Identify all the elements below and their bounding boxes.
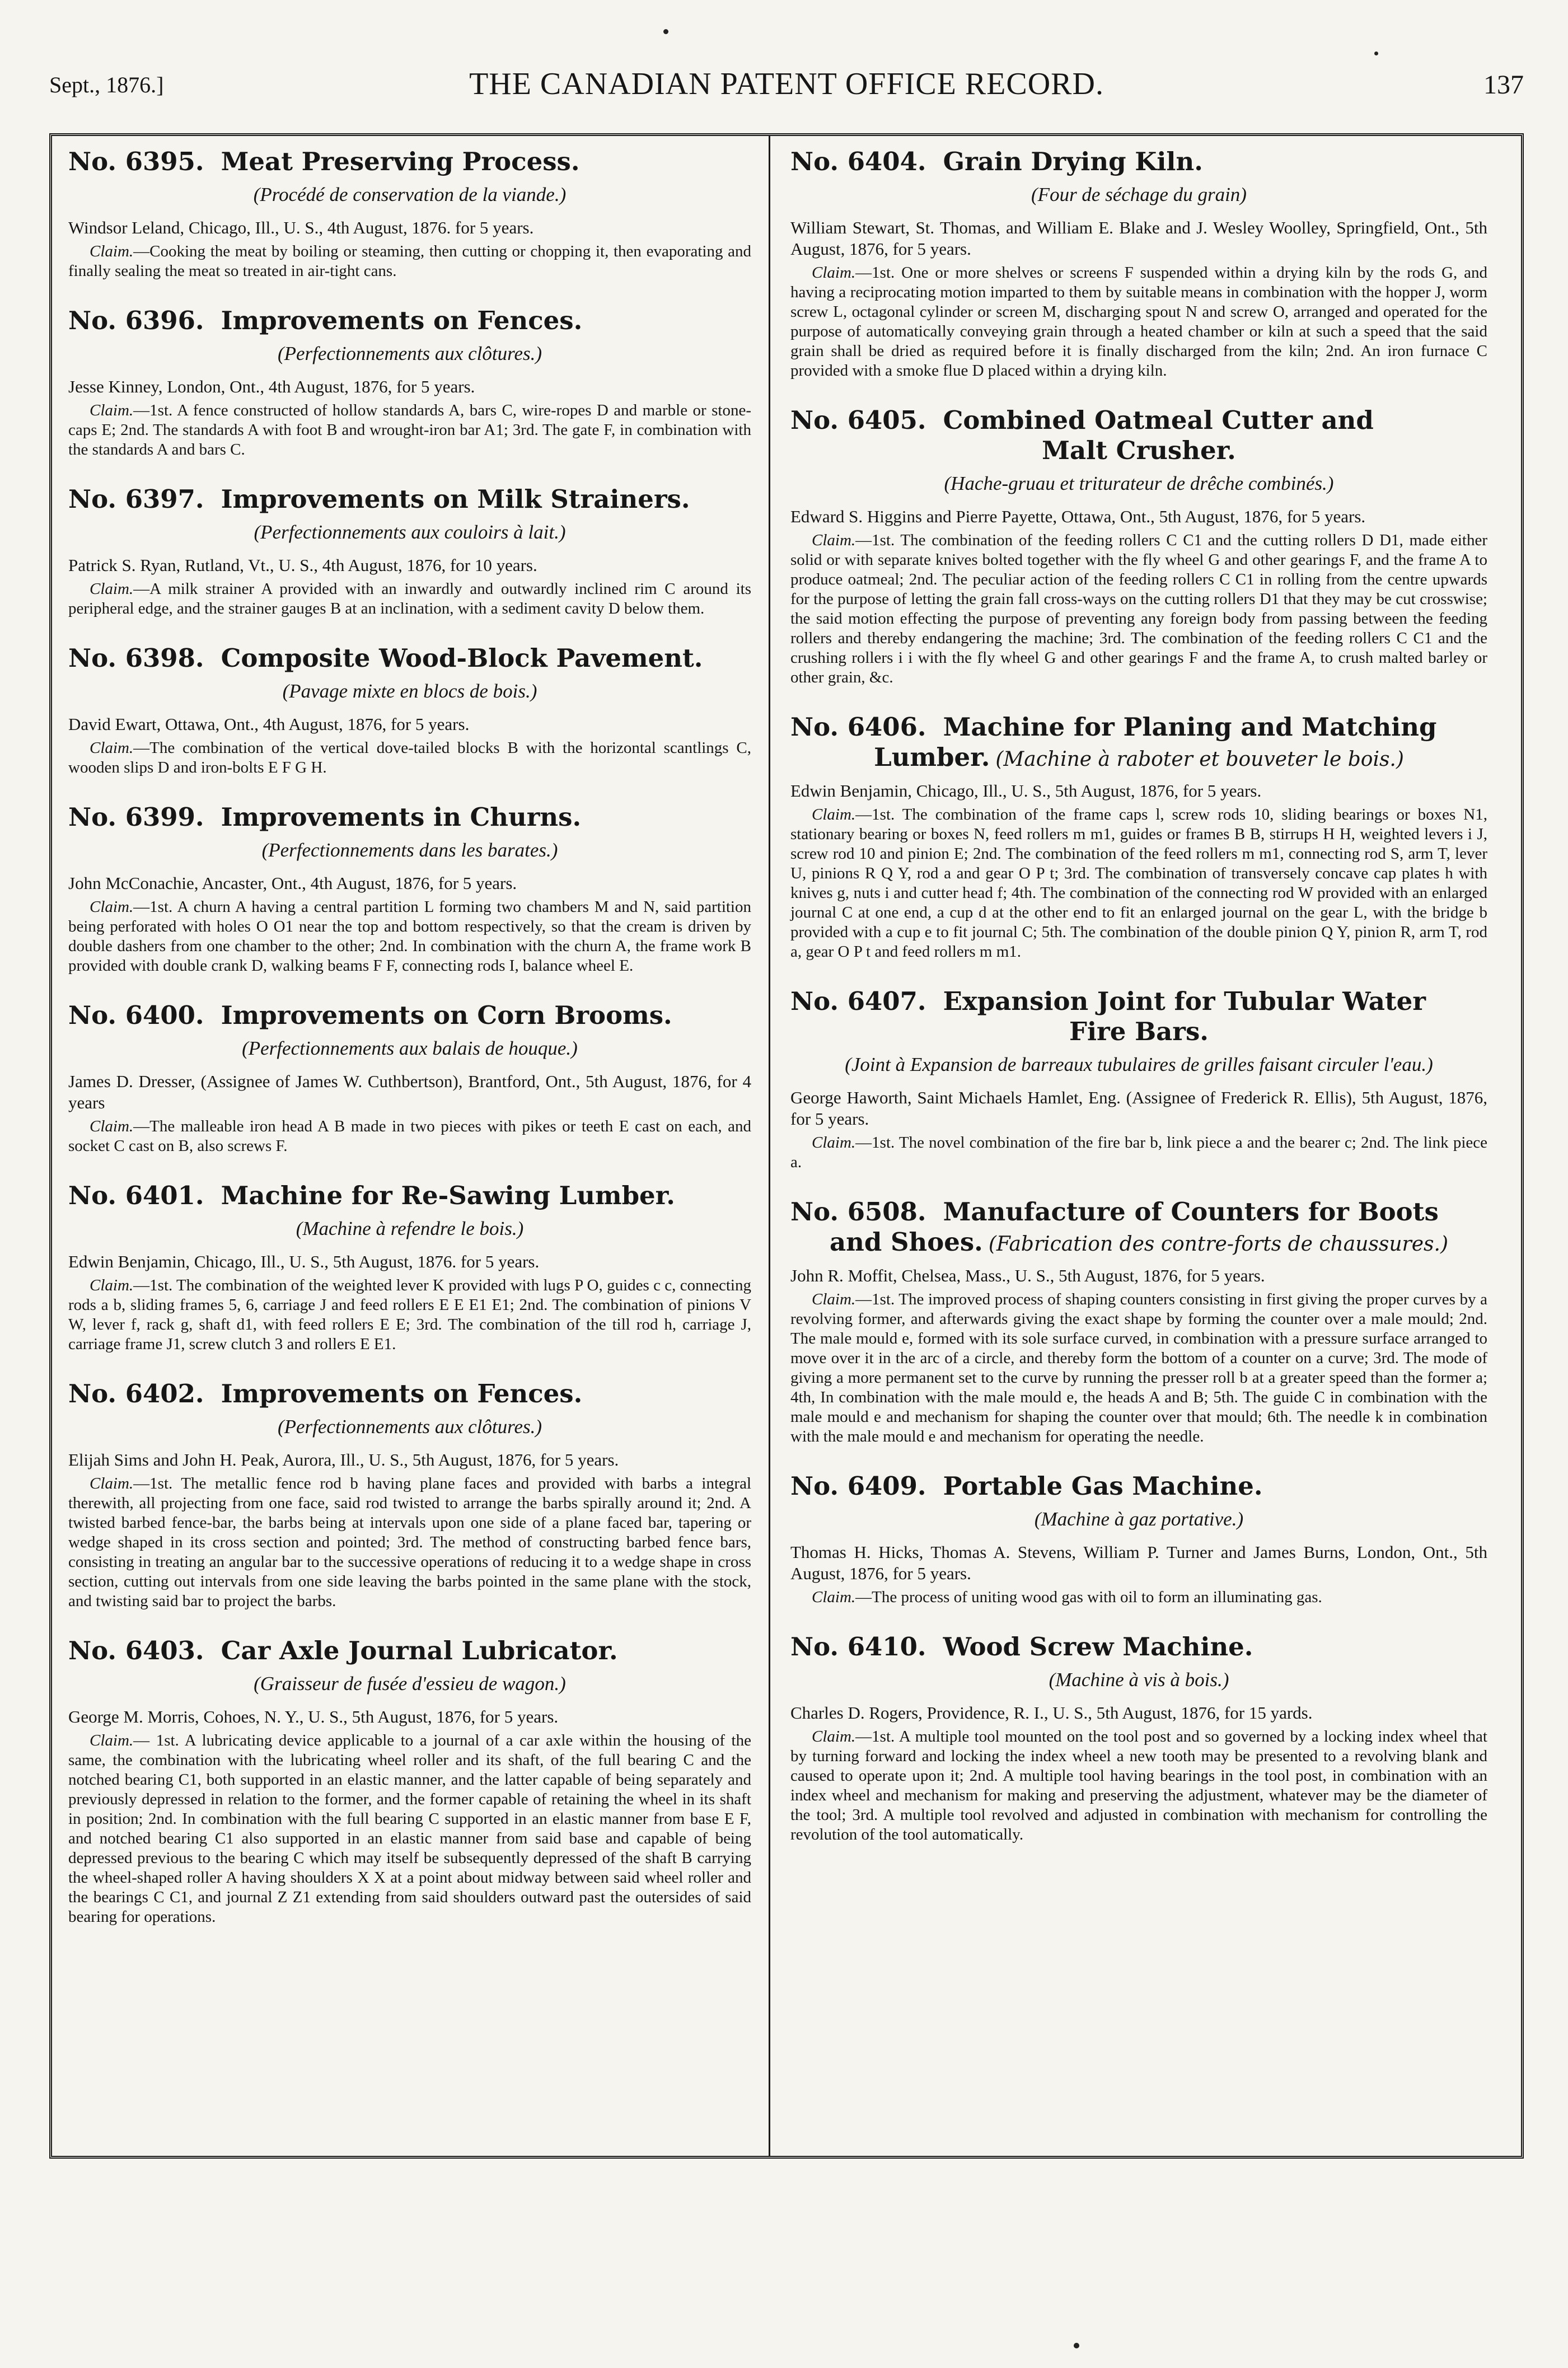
issue-date: Sept., 1876.] xyxy=(49,72,164,97)
patent-heading xyxy=(68,643,751,673)
inventor-line: Edward S. Higgins and Pierre Payette, Ottawa, Ont., 5th August, 1876, for 5 years. xyxy=(790,507,1366,526)
french-title: (Machine à vis à bois.) xyxy=(1049,1669,1229,1691)
print-speck xyxy=(1074,2343,1079,2348)
inventor-line: John McConachie, Ancaster, Ont., 4th August, 1876, for 5 years. xyxy=(68,873,517,893)
patent-title: Portable Gas Machine. xyxy=(943,1471,1263,1501)
left-column xyxy=(68,147,751,1952)
french-title: (Procédé de conservation de la viande.) xyxy=(253,184,567,205)
claim-body: —The process of uniting wood gas with oil to form an illuminating gas. xyxy=(855,1588,1322,1606)
patent-entry xyxy=(790,1197,1487,1447)
patent-number: No. 6410. xyxy=(790,1632,926,1662)
patent-heading xyxy=(68,1000,751,1031)
patent-title-continued: Malt Crusher. xyxy=(1042,436,1236,465)
claim-body: —Cooking the meat by boiling or steaming, then cutting or chopping it, then evaporating and finally sealing the meat so treated in air-tight cans. xyxy=(68,242,751,280)
patent-entry xyxy=(790,712,1487,962)
claim-text xyxy=(790,1290,1487,1447)
french-title: (Graisseur de fusée d'essieu de wagon.) xyxy=(254,1673,566,1695)
patent-number: No. 6409. xyxy=(790,1471,926,1501)
patent-entry xyxy=(790,147,1487,381)
inventor-line: Charles D. Rogers, Providence, R. I., U. S., 5th August, 1876, for 15 yards. xyxy=(790,1703,1313,1723)
french-title: (Perfectionnements aux clôtures.) xyxy=(277,343,542,364)
claim-label: Claim. xyxy=(90,898,134,916)
patent-title: Combined Oatmeal Cutter and xyxy=(943,405,1374,435)
patent-number: No. 6402. xyxy=(68,1379,204,1408)
patent-heading xyxy=(68,1379,751,1409)
claim-text xyxy=(790,805,1487,962)
patent-entry xyxy=(68,484,751,619)
claim-body: —1st. The combination of the feeding rollers C C1 and the cutting rollers D D1, made either solid or with separate knives bolted together with the fly wheel G and other gearings F, and the frame A to produce oatmeal; 2nd. The peculiar action of the feeding rollers C C1 in rolling from the centre upwards for the purpose of letting the grain fall cross-ways on the cutting rollers D1 that they may be cut crosswise; the said motion effecting the purpose of preventing any foreign body from passing between the feeding rollers and thereby endangering the machine; 3rd. The combination of the feeding rollers C C1 and the crushing rollers i i with the fly wheel G and other gearings F and the frame A, to crush malted barley or other grain, &c. xyxy=(790,531,1487,686)
patent-heading xyxy=(790,986,1487,1047)
patent-number: No. 6400. xyxy=(68,1000,204,1030)
patent-title: Car Axle Journal Lubricator. xyxy=(221,1636,618,1665)
patent-entry xyxy=(68,1379,751,1611)
claim-body: —1st. One or more shelves or screens F suspended within a drying kiln by the rods G, and having a reciprocating motion imparted to them by suitable means in combination with the hopper J, worm screw L, octagonal cylinder or screen M, discharging spout N and screw O, arranged and operated for the purpose of automatically conveying grain through a heated chamber or kiln at such a speed that the said grain shall be dried as required before it is finally discharged from the kiln; 2nd. An iron furnace C provided with a smoke flue D placed within a drying kiln. xyxy=(790,264,1487,380)
inventor-line: Thomas H. Hicks, Thomas A. Stevens, William P. Turner and James Burns, London, Ont., 5th August, 1876, for 5 years. xyxy=(790,1542,1487,1583)
page-number: 137 xyxy=(1483,70,1524,100)
claim-label: Claim. xyxy=(812,531,856,549)
claim-body: —A milk strainer A provided with an inwardly and outwardly inclined rim C around its peripheral edge, and the strainer gauges B at an inclination, with a sediment cavity D below them. xyxy=(68,580,751,617)
patent-title: Composite Wood-Block Pavement. xyxy=(221,643,703,673)
patent-title-line-2 xyxy=(790,742,1487,775)
patent-title: Improvements on Corn Brooms. xyxy=(221,1000,672,1030)
patent-heading xyxy=(790,1197,1487,1260)
inventor-line: William Stewart, St. Thomas, and William E. Blake and J. Wesley Woolley, Springfield, Ont., 5th August, 1876, for 5 years. xyxy=(790,218,1487,259)
patent-title: Improvements on Fences. xyxy=(221,1379,583,1408)
claim-text xyxy=(68,1474,751,1611)
patent-entry xyxy=(68,1181,751,1354)
patent-number: No. 6407. xyxy=(790,986,926,1016)
french-title: (Perfectionnements aux clôtures.) xyxy=(277,1416,542,1438)
claim-text xyxy=(790,1727,1487,1845)
patent-title: Improvements on Milk Strainers. xyxy=(221,484,690,514)
claim-body: —1st. The improved process of shaping counters consisting in first giving the proper curves by a revolving former, and afterwards giving the exact shape by forming the counter over a male mould; 2nd. The male mould e, formed with its sole surface curved, in combination with a pressure surface arranged to move over it in the arc of a circle, and thereby form the bottom of a counter on a curve; 3rd. The mode of giving a more permanent set to the curve by running the presser roll b at a greater speed than the former a; 4th, In combination with the male mould e, the heads A and B; 5th. The guide C in combination with the male mould e and mechanism for shaping the counter over that mould; 6th. The needle k in combination with the male mould e and mechanism for operating the needle. xyxy=(790,1290,1487,1445)
french-title: (Fabrication des contre-forts de chaussures.) xyxy=(988,1233,1449,1256)
claim-label: Claim. xyxy=(90,1475,134,1492)
claim-body: —1st. A churn A having a central partition L forming two chambers M and N, said partition being perforated with holes O O1 near the top and bottom respectively, so that the cream is driven by double dashers from one chamber to the other; 2nd. In combination with the churn A, the frame work B provided with double crank D, walking beams F F, connecting rods I, balance wheel E. xyxy=(68,898,751,975)
claim-label: Claim. xyxy=(812,1728,856,1745)
patent-number: No. 6397. xyxy=(68,484,204,514)
inventor-line: David Ewart, Ottawa, Ont., 4th August, 1876, for 5 years. xyxy=(68,714,470,734)
claim-text xyxy=(68,1731,751,1927)
print-speck xyxy=(663,29,668,34)
claim-text xyxy=(68,1276,751,1354)
patent-entry xyxy=(790,405,1487,687)
patent-entry xyxy=(68,1000,751,1156)
patent-heading xyxy=(790,1632,1487,1662)
claim-body: —1st. The combination of the weighted lever K provided with lugs P O, guides c c, connecting rods a b, sliding frames 5, 6, carriage J and feed rollers E E E1 E1; 2nd. The combination of pinions V W, lever f, rack g, shaft d1, with feed rollers E E; 3rd. The combination of the till rod h, carriage J, carriage frame J1, screw clutch 3 and rollers E E1. xyxy=(68,1276,751,1353)
inventor-line: George Haworth, Saint Michaels Hamlet, Eng. (Assignee of Frederick R. Ellis), 5th August, 1876, for 5 years. xyxy=(790,1088,1487,1129)
claim-text xyxy=(68,1117,751,1156)
patent-heading xyxy=(68,306,751,336)
patent-entry xyxy=(68,643,751,778)
patent-entry xyxy=(68,147,751,281)
claim-body: —1st. The novel combination of the fire bar b, link piece a and the bearer c; 2nd. The link piece a. xyxy=(790,1134,1487,1171)
claim-label: Claim. xyxy=(90,739,134,757)
patent-title: Meat Preserving Process. xyxy=(221,147,580,176)
inventor-line: Edwin Benjamin, Chicago, Ill., U. S., 5th August, 1876. for 5 years. xyxy=(68,1252,540,1271)
patent-heading xyxy=(68,484,751,514)
patent-entry xyxy=(68,306,751,460)
claim-body: — 1st. A lubricating device applicable to a journal of a car axle within the housing of the same, the combination with the lubricating wheel roller and its shaft, of the full bearing C and the notched bearing C1, both supported in an elastic manner, and the latter capable of being separately and previously depressed in relation to the former, and the former capable of retaining the wheel in its shaft in position; 2nd. In combination with the full bearing C supported in an elastic manner from base E F, and notched bearing C1 also supported in an elastic manner from said base and capable of being depressed previous to the bearing C which may itself be subsequently depressed of the shaft B carrying the wheel-shaped roller A having shoulders X X at a point about midway between said wheel roller and the bearings C C1, and journal Z Z1 extending from said shoulders outward past the outersides of said bearing for operations. xyxy=(68,1731,751,1926)
right-column xyxy=(790,147,1487,1869)
claim-body: —The combination of the vertical dove-tailed blocks B with the horizontal scantlings C, wooden slips D and iron-bolts E F G H. xyxy=(68,739,751,776)
patent-entry xyxy=(68,802,751,976)
patent-title-line-2 xyxy=(790,1017,1487,1047)
patent-heading xyxy=(68,147,751,177)
claim-body: —1st. The combination of the frame caps l, screw rods 10, sliding bearings or boxes N1, stationary bearing or boxes N, feed rollers m m1, guides or frames B B, stirrups H H, weighted levers i J, screw rod 10 and pinion E; 2nd. The combination of the feed rollers m m1, connecting rod S, arm T, lever U, pinions R Q Y, rod a and gear O P t; 3rd. The combination of transversely concave cap plates h with knives g, nuts i and cutter head f; 4th. The combination of the connecting rod W provided with an enlarged journal C at one end, a cup d at the other end to fit an enlarged journal on the gear L, with the bridge b provided with a cup e to fit journal C; 5th. The combination of the double pinion Q Y, pinion R, arm T, rod a, gear O P t and feed rollers m m1. xyxy=(790,806,1487,961)
claim-label: Claim. xyxy=(812,1134,856,1152)
claim-text xyxy=(790,1133,1487,1172)
patent-heading xyxy=(68,802,751,832)
patent-entry xyxy=(790,986,1487,1172)
patent-heading xyxy=(790,405,1487,466)
claim-text xyxy=(68,242,751,281)
claim-label: Claim. xyxy=(90,1731,134,1749)
patent-number: No. 6401. xyxy=(68,1181,204,1210)
patent-number: No. 6395. xyxy=(68,147,204,176)
patent-title: Machine for Planing and Matching xyxy=(943,712,1437,742)
patent-title: Grain Drying Kiln. xyxy=(943,147,1203,176)
print-speck xyxy=(1374,52,1378,55)
patent-heading xyxy=(790,1471,1487,1501)
inventor-line: Windsor Leland, Chicago, Ill., U. S., 4th August, 1876. for 5 years. xyxy=(68,218,534,237)
claim-label: Claim. xyxy=(90,1117,134,1135)
publication-title: THE CANADIAN PATENT OFFICE RECORD. xyxy=(469,67,1104,101)
patent-title: Expansion Joint for Tubular Water xyxy=(943,986,1426,1016)
claim-label: Claim. xyxy=(812,1588,856,1606)
claim-text xyxy=(790,531,1487,687)
patent-number: No. 6406. xyxy=(790,712,926,742)
patent-number: No. 6404. xyxy=(790,147,926,176)
claim-text xyxy=(68,401,751,460)
patent-title: Manufacture of Counters for Boots xyxy=(943,1197,1439,1227)
patent-title: Improvements in Churns. xyxy=(221,802,582,832)
claim-label: Claim. xyxy=(90,401,134,419)
claim-body: —1st. A multiple tool mounted on the tool post and so governed by a locking index wheel that by turning forward and locking the index wheel a new tooth may be presented to a revolving blank and caused to operate upon it; 2nd. A multiple tool having bearings in the tool post, in combination with an index wheel and mechanism for making and preserving the adjustment, whatever may be the diameter of the tool; 3rd. A multiple tool revolved and adjusted in combination with mechanism for controlling the revolution of the tool automatically. xyxy=(790,1728,1487,1843)
french-title: (Perfectionnements aux balais de houque.) xyxy=(242,1037,578,1059)
inventor-line: Patrick S. Ryan, Rutland, Vt., U. S., 4th August, 1876, for 10 years. xyxy=(68,555,537,575)
french-title: (Pavage mixte en blocs de bois.) xyxy=(282,680,537,702)
claim-text xyxy=(68,579,751,619)
claim-text xyxy=(790,263,1487,381)
french-title: (Machine à gaz portative.) xyxy=(1034,1508,1244,1530)
inventor-line: James D. Dresser, (Assignee of James W. Cuthbertson), Brantford, Ont., 5th August, 1876, for 4 years xyxy=(68,1071,751,1112)
french-title: (Perfectionnements aux couloirs à lait.) xyxy=(254,521,566,543)
patent-title-continued: Lumber. xyxy=(874,742,990,772)
claim-label: Claim. xyxy=(812,806,856,823)
claim-body: —The malleable iron head A B made in two pieces with pikes or teeth E cast on each, and socket C cast on B, also screws F. xyxy=(68,1117,751,1155)
claim-text xyxy=(790,1588,1487,1607)
inventor-line: John R. Moffit, Chelsea, Mass., U. S., 5th August, 1876, for 5 years. xyxy=(790,1266,1265,1285)
patent-number: No. 6398. xyxy=(68,643,204,673)
column-divider xyxy=(769,136,770,2156)
patent-entry xyxy=(68,1636,751,1927)
claim-body: —1st. The metallic fence rod b having plane faces and provided with barbs a integral therewith, all projecting from one face, said rod twisted to arrange the barbs spirally around it; 2nd. A twisted barbed fence-bar, the barbs being at intervals upon one side of a plane faced bar, tapering or wedge shaped in its cross section and pointed; 3rd. The method of constructing barbed fence bars, consisting in treating an angular bar to the successive operations of reducing it to a wedge shape in cross section, cutting out intervals from one side leaving the barbs pointed in the same plane with the stock, and twisting said bar to project the barbs. xyxy=(68,1475,751,1610)
patent-heading xyxy=(790,712,1487,775)
patent-title-line-2 xyxy=(790,1227,1487,1260)
french-title: (Four de séchage du grain) xyxy=(1031,184,1247,205)
patent-number: No. 6403. xyxy=(68,1636,204,1665)
patent-number: No. 6396. xyxy=(68,306,204,335)
patent-title-continued: Fire Bars. xyxy=(1069,1017,1209,1046)
claim-body: —1st. A fence constructed of hollow standards A, bars C, wire-ropes D and marble or stone-caps E; 2nd. The standards A with foot B and wrought-iron bar A1; 3rd. The gate F, in combination with the standards A and bars C. xyxy=(68,401,751,458)
patent-title-line-2 xyxy=(790,436,1487,466)
patent-title: Improvements on Fences. xyxy=(221,306,583,335)
french-title: (Perfectionnements dans les barates.) xyxy=(261,839,558,861)
inventor-line: Elijah Sims and John H. Peak, Aurora, Ill., U. S., 5th August, 1876, for 5 years. xyxy=(68,1450,619,1470)
patent-heading xyxy=(68,1181,751,1211)
french-title: (Machine à raboter et bouveter le bois.) xyxy=(995,748,1404,771)
claim-text xyxy=(68,897,751,976)
patent-number: No. 6399. xyxy=(68,802,204,832)
french-title: (Joint à Expansion de barreaux tubulaires de grilles faisant circuler l'eau.) xyxy=(845,1054,1433,1075)
page-header xyxy=(49,66,1524,111)
inventor-line: Edwin Benjamin, Chicago, Ill., U. S., 5th August, 1876, for 5 years. xyxy=(790,781,1262,801)
patent-heading xyxy=(790,147,1487,177)
patent-number: No. 6405. xyxy=(790,405,926,435)
patent-entry xyxy=(790,1632,1487,1845)
inventor-line: George M. Morris, Cohoes, N. Y., U. S., 5th August, 1876, for 5 years. xyxy=(68,1707,559,1726)
claim-text xyxy=(68,738,751,778)
french-title: (Hache-gruau et triturateur de drêche combinés.) xyxy=(944,472,1334,494)
claim-label: Claim. xyxy=(812,264,856,282)
french-title: (Machine à refendre le bois.) xyxy=(296,1218,524,1239)
patent-title-continued: and Shoes. xyxy=(829,1227,983,1257)
patent-title: Machine for Re-Sawing Lumber. xyxy=(221,1181,675,1210)
inventor-line: Jesse Kinney, London, Ont., 4th August, 1876, for 5 years. xyxy=(68,377,475,396)
patent-number: No. 6508. xyxy=(790,1197,926,1227)
patent-title: Wood Screw Machine. xyxy=(943,1632,1253,1662)
patent-heading xyxy=(68,1636,751,1666)
claim-label: Claim. xyxy=(90,580,134,598)
claim-label: Claim. xyxy=(90,1276,134,1294)
patent-entry xyxy=(790,1471,1487,1607)
claim-label: Claim. xyxy=(812,1290,856,1308)
claim-label: Claim. xyxy=(90,242,134,260)
